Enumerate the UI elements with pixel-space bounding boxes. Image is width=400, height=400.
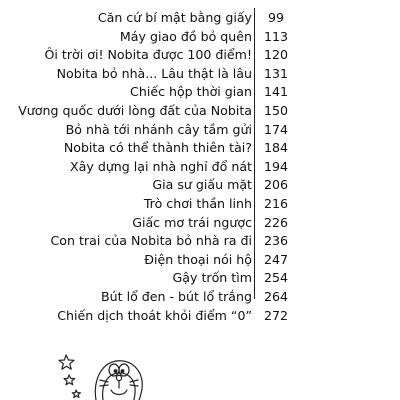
toc-entry [0, 251, 400, 270]
toc-entry [0, 65, 400, 84]
toc-entry [0, 102, 400, 121]
toc-entry-page: 184 [263, 140, 289, 156]
toc-entry-title: Chiến dịch thoát khỏi điểm “0” [57, 307, 252, 323]
toc-entry-title: Vương quốc dưới lòng đất của Nobita [18, 102, 252, 118]
toc-entry [0, 158, 400, 177]
toc-entry [0, 176, 400, 195]
toc-entry-page: 113 [263, 28, 289, 44]
toc-entry [0, 307, 400, 326]
toc-entry-page: 236 [263, 233, 289, 249]
toc-entry-title: Ôi trời ơi! Nobita được 100 điểm! [44, 47, 252, 63]
toc-entry-title: Xây dựng lại nhà nghỉ đổ nát [70, 158, 252, 174]
toc-entry-page: 206 [263, 177, 289, 193]
toc-entry-title: Bút lổ đen - bút lổ trắng [101, 288, 252, 304]
doraemon-icon [56, 346, 146, 400]
toc-entry-title: Giấc mơ trái ngược [132, 214, 252, 230]
toc-entry-page: 216 [263, 195, 289, 211]
toc-entry [0, 214, 400, 233]
toc-entry-page: 272 [263, 307, 289, 323]
toc-entry-title: Gậy trốn tìm [172, 270, 252, 286]
toc-entry-title: Căn cứ bí mật bằng giấy [97, 10, 252, 25]
toc-entry [0, 195, 400, 214]
toc-entry-title: Trò chơi thần linh [143, 195, 252, 211]
toc-entry-page: 99 [267, 10, 285, 25]
toc-entry [0, 28, 400, 47]
toc-entry-page: 150 [263, 102, 289, 118]
toc-entry-page: 194 [263, 158, 289, 174]
toc-entry-page: 226 [263, 214, 289, 230]
toc-entry [0, 232, 400, 251]
toc-entry-title: Bỏ nhà tới nhánh cây tầm gửi [65, 121, 252, 137]
toc-entry [0, 269, 400, 288]
toc-entry-page: 254 [263, 270, 289, 286]
toc-entry-page: 174 [263, 121, 289, 137]
toc-entry [0, 83, 400, 102]
toc-entry-title: Máy giao đồ bỏ quên [119, 28, 252, 44]
toc-entry-title: Con trai của Nobita bỏ nhà ra đi [50, 233, 252, 249]
toc-entry-page: 120 [263, 47, 289, 63]
toc-entry-title: Điện thoại nói hộ [144, 251, 252, 267]
toc-entry-title: Nobita có thể thành thiên tài? [63, 140, 252, 156]
toc-entry [0, 46, 400, 65]
toc-entry-page: 247 [263, 251, 289, 267]
table-of-contents [0, 9, 400, 325]
toc-entry-title: Gia sư giấu mặt [152, 177, 252, 193]
toc-entry-title: Chiếc hộp thời gian [130, 84, 252, 100]
toc-entry-page: 131 [263, 65, 289, 81]
toc-entry-page: 141 [263, 84, 289, 100]
toc-entry [0, 121, 400, 140]
toc-entry-title: Nobita bỏ nhà... Lâu thật là lâu [56, 65, 252, 81]
toc-entry-page: 264 [263, 288, 289, 304]
toc-entry [0, 288, 400, 307]
toc-entry [0, 9, 400, 28]
page-number-divider [254, 8, 255, 299]
toc-entry [0, 139, 400, 158]
